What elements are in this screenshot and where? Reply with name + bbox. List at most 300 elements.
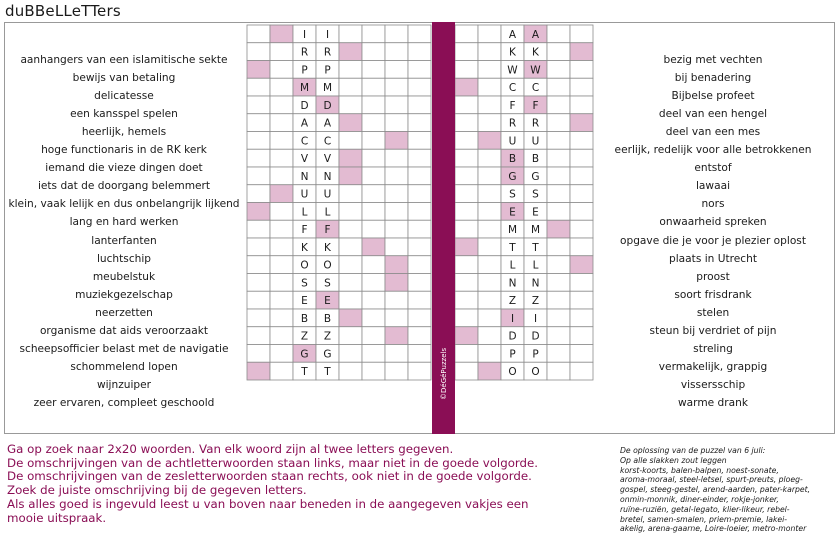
previous-solution — [620, 446, 836, 534]
grid-cell[interactable] — [455, 309, 478, 327]
given-letter: F — [301, 224, 308, 237]
grid-cell[interactable] — [385, 114, 408, 132]
grid-cell[interactable] — [570, 327, 593, 345]
grid-cell[interactable] — [547, 43, 570, 61]
given-letter: M — [507, 224, 518, 237]
grid-cell[interactable] — [270, 256, 293, 274]
grid-cell[interactable] — [247, 238, 270, 256]
grid-cell[interactable] — [270, 203, 293, 221]
grid-cell[interactable] — [362, 149, 385, 167]
grid-cell[interactable] — [362, 78, 385, 96]
given-letter: W — [530, 64, 541, 77]
grid-cell[interactable] — [362, 274, 385, 292]
grid-cell[interactable] — [455, 25, 478, 43]
grid-cell[interactable] — [455, 203, 478, 221]
given-letter: I — [302, 28, 307, 41]
grid-cell[interactable] — [547, 132, 570, 150]
grid-cell[interactable] — [339, 256, 362, 274]
grid-cells — [247, 25, 593, 380]
grid-cell[interactable] — [385, 167, 408, 185]
grid-cell[interactable] — [362, 309, 385, 327]
grid-cell[interactable] — [247, 345, 270, 363]
shaded-cell[interactable] — [570, 114, 593, 132]
given-letter: N — [323, 170, 332, 183]
grid-cell[interactable] — [339, 238, 362, 256]
grid-cell[interactable] — [408, 43, 431, 61]
right-clue: bij benadering — [674, 72, 752, 85]
grid-cell[interactable] — [547, 274, 570, 292]
grid-cell[interactable] — [570, 167, 593, 185]
right-clue: deel van een mes — [665, 126, 761, 139]
right-clue: opgave die je voor je plezier oplost — [620, 234, 806, 247]
grid-cell[interactable] — [570, 78, 593, 96]
shaded-cell[interactable] — [385, 327, 408, 345]
grid-cell[interactable] — [247, 220, 270, 238]
grid-cell[interactable] — [247, 256, 270, 274]
grid-cell[interactable] — [547, 25, 570, 43]
grid-cell[interactable] — [362, 362, 385, 380]
right-clue: warme drank — [678, 396, 748, 409]
given-letter: B — [508, 153, 517, 166]
shaded-cell[interactable] — [385, 274, 408, 292]
grid-cell[interactable] — [385, 61, 408, 79]
grid-cell[interactable] — [339, 291, 362, 309]
shaded-cell[interactable] — [455, 78, 478, 96]
given-letter: C — [300, 135, 309, 148]
shaded-cell[interactable] — [270, 25, 293, 43]
grid-cell[interactable] — [385, 291, 408, 309]
shaded-cell[interactable] — [570, 43, 593, 61]
shaded-cell[interactable] — [385, 132, 408, 150]
instruction-line: Zoek de juiste omschrijving bij de gegeven letters. — [7, 483, 307, 498]
grid-cell[interactable] — [478, 167, 501, 185]
given-letter: F — [324, 224, 331, 237]
grid-cell[interactable] — [385, 96, 408, 114]
grid-cell[interactable] — [385, 362, 408, 380]
given-letter: A — [300, 117, 309, 130]
grid-cell[interactable] — [247, 274, 270, 292]
given-letter: E — [509, 206, 516, 219]
grid-cell[interactable] — [247, 167, 270, 185]
grid-cell[interactable] — [385, 309, 408, 327]
grid-cell[interactable] — [455, 274, 478, 292]
grid-cell[interactable] — [455, 185, 478, 203]
grid-cell[interactable] — [547, 291, 570, 309]
grid-cell[interactable] — [455, 256, 478, 274]
given-letter: L — [301, 206, 308, 219]
grid-cell[interactable] — [478, 61, 501, 79]
grid-cell[interactable] — [408, 238, 431, 256]
given-letter: W — [507, 64, 518, 77]
given-letter: R — [300, 46, 309, 59]
shaded-cell[interactable] — [478, 362, 501, 380]
given-letter: L — [324, 206, 331, 219]
grid-cell[interactable] — [247, 149, 270, 167]
given-letter: G — [323, 348, 332, 361]
grid-cell[interactable] — [408, 61, 431, 79]
grid-cell[interactable] — [385, 149, 408, 167]
grid-cell[interactable] — [362, 256, 385, 274]
given-letter: A — [508, 28, 517, 41]
given-letter: O — [531, 366, 540, 379]
grid-cell[interactable] — [570, 149, 593, 167]
grid-cell[interactable] — [339, 78, 362, 96]
left-clue: bewijs van betaling — [72, 72, 176, 85]
grid-cell[interactable] — [547, 78, 570, 96]
grid-cell[interactable] — [547, 167, 570, 185]
shaded-cell[interactable] — [455, 327, 478, 345]
grid-cell[interactable] — [547, 96, 570, 114]
left-clue: iets dat de doorgang belemmert — [37, 180, 211, 193]
right-clue: stelen — [696, 306, 730, 319]
grid-cell[interactable] — [455, 96, 478, 114]
given-letter: Z — [300, 330, 309, 343]
given-letter: G — [508, 170, 517, 183]
given-letter: G — [531, 170, 540, 183]
grid-cell[interactable] — [478, 149, 501, 167]
grid-cell[interactable] — [570, 203, 593, 221]
grid-cell[interactable] — [478, 25, 501, 43]
shaded-cell[interactable] — [547, 220, 570, 238]
grid-cell[interactable] — [270, 220, 293, 238]
grid-cell[interactable] — [408, 78, 431, 96]
grid-cell[interactable] — [362, 61, 385, 79]
grid-cell[interactable] — [478, 78, 501, 96]
grid-cell[interactable] — [455, 43, 478, 61]
shaded-cell[interactable] — [362, 238, 385, 256]
grid-cell[interactable] — [570, 345, 593, 363]
given-letter: Z — [531, 295, 540, 308]
grid-cell[interactable] — [362, 185, 385, 203]
grid-cell[interactable] — [408, 362, 431, 380]
given-letter: M — [299, 82, 310, 95]
given-letter: I — [325, 28, 330, 41]
given-letter: R — [531, 117, 540, 130]
grid-cell[interactable] — [547, 149, 570, 167]
grid-cell[interactable] — [455, 220, 478, 238]
grid-cell[interactable] — [478, 114, 501, 132]
grid-cell[interactable] — [408, 345, 431, 363]
right-clue: nors — [701, 198, 725, 211]
shaded-cell[interactable] — [339, 114, 362, 132]
grid-cell[interactable] — [408, 96, 431, 114]
grid-cell[interactable] — [455, 114, 478, 132]
given-letter: D — [508, 330, 517, 343]
grid-cell[interactable] — [455, 345, 478, 363]
solution-line: gospel, steeg-gestel, arend-aarden, pater-karpet, — [620, 485, 811, 495]
grid-cell[interactable] — [408, 256, 431, 274]
credit-text: ©DéGéPuzzels — [440, 347, 448, 400]
grid-cell[interactable] — [247, 291, 270, 309]
given-letter: L — [532, 259, 539, 272]
grid-cell[interactable] — [270, 149, 293, 167]
grid-cell[interactable] — [478, 274, 501, 292]
grid-cell[interactable] — [270, 78, 293, 96]
right-clue: lawaai — [695, 180, 731, 193]
grid-cell[interactable] — [570, 309, 593, 327]
grid-cell[interactable] — [570, 362, 593, 380]
grid-cell[interactable] — [547, 61, 570, 79]
grid-cell[interactable] — [478, 203, 501, 221]
grid-cell[interactable] — [547, 238, 570, 256]
grid-cell[interactable] — [455, 132, 478, 150]
given-letter: U — [531, 135, 540, 148]
given-letter: B — [300, 312, 309, 325]
left-clue: luchtschip — [96, 252, 152, 265]
given-letter: B — [323, 312, 332, 325]
grid-cell[interactable] — [547, 185, 570, 203]
grid-cell[interactable] — [362, 345, 385, 363]
grid-cell[interactable] — [247, 114, 270, 132]
given-letter: N — [508, 277, 517, 290]
grid-cell[interactable] — [408, 167, 431, 185]
left-clue: een kansspel spelen — [70, 108, 178, 121]
solution-line: korst-koorts, balen-balpen, noest-sonate, — [620, 465, 779, 475]
instruction-line: Als alles goed is ingevuld leest u van boven naar beneden in de aangegeven vakjes een — [7, 496, 529, 511]
grid-cell[interactable] — [339, 345, 362, 363]
grid-cell[interactable] — [455, 167, 478, 185]
shaded-cell[interactable] — [339, 309, 362, 327]
given-letter: E — [532, 206, 539, 219]
grid-cell[interactable] — [570, 185, 593, 203]
grid-cell[interactable] — [455, 61, 478, 79]
grid-cell[interactable] — [362, 132, 385, 150]
grid-cell[interactable] — [455, 149, 478, 167]
given-letter: P — [532, 348, 539, 361]
shaded-cell[interactable] — [247, 203, 270, 221]
grid-cell[interactable] — [455, 362, 478, 380]
grid-cell[interactable] — [270, 345, 293, 363]
given-letter: T — [509, 241, 516, 254]
given-letter: T — [324, 366, 331, 379]
grid-cell[interactable] — [362, 167, 385, 185]
grid-cell[interactable] — [478, 220, 501, 238]
grid-cell[interactable] — [570, 238, 593, 256]
given-letter: Z — [508, 295, 517, 308]
left-clue: iemand die vieze dingen doet — [45, 162, 203, 175]
grid-cell[interactable] — [362, 43, 385, 61]
grid-cell[interactable] — [270, 167, 293, 185]
grid-cell[interactable] — [408, 274, 431, 292]
grid-cell[interactable] — [247, 327, 270, 345]
grid-cell[interactable] — [339, 274, 362, 292]
grid-cell[interactable] — [247, 309, 270, 327]
grid-cell[interactable] — [385, 43, 408, 61]
given-letter: A — [323, 117, 332, 130]
solution-line: ruïne-ruziën, getal-legato, klier-likeur, rebel- — [620, 504, 790, 514]
grid-cell[interactable] — [339, 132, 362, 150]
grid-cell[interactable] — [339, 220, 362, 238]
given-letter: B — [531, 153, 540, 166]
right-clue: plaats in Utrecht — [669, 252, 757, 265]
given-letter: Z — [323, 330, 332, 343]
grid-cell[interactable] — [547, 256, 570, 274]
grid-cell[interactable] — [247, 132, 270, 150]
grid-cell[interactable] — [547, 327, 570, 345]
grid-cell[interactable] — [270, 327, 293, 345]
instruction-line: De omschrijvingen van de achtletterwoorden staan links, maar niet in de goede volgorde. — [7, 455, 539, 470]
grid-cell[interactable] — [570, 274, 593, 292]
grid-cell[interactable] — [362, 291, 385, 309]
given-letter: T — [301, 366, 308, 379]
grid-cell[interactable] — [547, 309, 570, 327]
grid-cell[interactable] — [385, 78, 408, 96]
grid-cell[interactable] — [362, 220, 385, 238]
given-letter: P — [324, 64, 331, 77]
grid-cell[interactable] — [455, 291, 478, 309]
shaded-cell[interactable] — [478, 132, 501, 150]
given-letter: U — [323, 188, 332, 201]
right-clue: bezig met vechten — [663, 54, 763, 66]
grid-cell[interactable] — [339, 327, 362, 345]
grid-cell[interactable] — [478, 256, 501, 274]
grid-cell[interactable] — [247, 78, 270, 96]
grid-cell[interactable] — [478, 291, 501, 309]
left-clue: lang en hard werken — [69, 216, 179, 229]
grid-cell[interactable] — [362, 96, 385, 114]
grid-cell[interactable] — [362, 203, 385, 221]
grid-cell[interactable] — [339, 25, 362, 43]
given-letter: I — [510, 312, 515, 325]
grid-cell[interactable] — [547, 114, 570, 132]
given-letter: K — [324, 241, 331, 254]
given-letter: S — [509, 188, 516, 201]
grid-cell[interactable] — [408, 25, 431, 43]
grid-cell[interactable] — [339, 203, 362, 221]
grid-cell[interactable] — [247, 25, 270, 43]
grid-cell[interactable] — [385, 220, 408, 238]
grid-cell[interactable] — [270, 114, 293, 132]
shaded-cell[interactable] — [385, 256, 408, 274]
right-clue: vissersschip — [680, 378, 746, 391]
given-letter: K — [532, 46, 539, 59]
grid-cell[interactable] — [385, 345, 408, 363]
grid-cell[interactable] — [408, 203, 431, 221]
right-clue: onwaarheid spreken — [659, 216, 767, 229]
grid-cell[interactable] — [408, 291, 431, 309]
grid-cell[interactable] — [570, 132, 593, 150]
shaded-cell[interactable] — [247, 61, 270, 79]
grid-cell[interactable] — [339, 61, 362, 79]
grid-cell[interactable] — [478, 43, 501, 61]
grid-cell[interactable] — [478, 185, 501, 203]
grid-cell[interactable] — [408, 149, 431, 167]
shaded-cell[interactable] — [247, 362, 270, 380]
grid-cell[interactable] — [478, 327, 501, 345]
grid-cell[interactable] — [570, 220, 593, 238]
shaded-cell[interactable] — [270, 185, 293, 203]
grid-cell[interactable] — [339, 362, 362, 380]
right-clue: eerlijk, redelijk voor alle betrokkenen — [614, 144, 812, 157]
given-letter: M — [322, 82, 333, 95]
given-letter: C — [531, 82, 540, 95]
grid-cell[interactable] — [270, 96, 293, 114]
grid-cell[interactable] — [547, 362, 570, 380]
solution-line: bretel, samen-smalen, priem-premie, lakei- — [620, 514, 788, 524]
grid-cell[interactable] — [570, 96, 593, 114]
grid-cell[interactable] — [408, 114, 431, 132]
right-clue: streling — [693, 342, 733, 355]
given-letter: K — [301, 241, 308, 254]
left-clue: klein, vaak lelijk en dus onbelangrijk lijkend — [8, 198, 240, 211]
grid-cell[interactable] — [385, 238, 408, 256]
grid-cell[interactable] — [339, 96, 362, 114]
right-clue: deel van een hengel — [658, 108, 768, 121]
right-clue: Bijbelse profeet — [671, 90, 755, 103]
grid-cell[interactable] — [270, 291, 293, 309]
left-clue: hoge functionaris in de RK kerk — [41, 144, 207, 157]
shaded-cell[interactable] — [570, 256, 593, 274]
shaded-cell[interactable] — [339, 149, 362, 167]
instruction-line: De omschrijvingen van de zesletterwoorden staan rechts, ook niet in de goede volgorde. — [7, 469, 532, 484]
left-clue: aanhangers van een islamitische sekte — [20, 54, 228, 66]
grid-cell[interactable] — [408, 220, 431, 238]
grid-cell[interactable] — [362, 25, 385, 43]
grid-cell[interactable] — [385, 185, 408, 203]
solution-line: De oplossing van de puzzel van 6 juli: — [620, 446, 766, 455]
grid-cell[interactable] — [408, 309, 431, 327]
grid-cell[interactable] — [385, 25, 408, 43]
grid-cell[interactable] — [270, 132, 293, 150]
grid-cell[interactable] — [362, 327, 385, 345]
left-clue: delicatesse — [94, 90, 154, 103]
given-letter: O — [323, 259, 332, 272]
left-clue: meubelstuk — [92, 270, 156, 283]
given-letter: S — [532, 188, 539, 201]
given-letter: V — [300, 153, 309, 166]
grid-cell[interactable] — [339, 185, 362, 203]
grid-cell[interactable] — [385, 203, 408, 221]
grid-cell[interactable] — [478, 96, 501, 114]
grid-cell[interactable] — [270, 238, 293, 256]
grid-cell[interactable] — [247, 96, 270, 114]
given-letter: K — [509, 46, 516, 59]
grid-cell[interactable] — [362, 114, 385, 132]
shaded-cell[interactable] — [339, 167, 362, 185]
solution-line: onmin-monnik, diner-einder, rokje-jonker, — [620, 494, 779, 504]
grid-cell[interactable] — [270, 43, 293, 61]
given-letter: D — [531, 330, 540, 343]
given-letter: R — [508, 117, 517, 130]
shaded-cell[interactable] — [339, 43, 362, 61]
grid-cell[interactable] — [570, 25, 593, 43]
grid-cell[interactable] — [270, 274, 293, 292]
grid-cell[interactable] — [570, 291, 593, 309]
given-letter: T — [532, 241, 539, 254]
left-clue: heerlijk, hemels — [81, 126, 167, 139]
grid-cell[interactable] — [547, 203, 570, 221]
grid-cell[interactable] — [408, 132, 431, 150]
grid-cell[interactable] — [408, 185, 431, 203]
grid-cell[interactable] — [247, 185, 270, 203]
grid-cell[interactable] — [478, 309, 501, 327]
grid-cell[interactable] — [478, 238, 501, 256]
grid-cell[interactable] — [270, 309, 293, 327]
grid-cell[interactable] — [408, 327, 431, 345]
instruction-line: Ga op zoek naar 2x20 woorden. Van elk woord zijn al twee letters gegeven. — [7, 442, 454, 456]
grid-cell[interactable] — [478, 345, 501, 363]
grid-cell[interactable] — [247, 43, 270, 61]
shaded-cell[interactable] — [455, 238, 478, 256]
given-letter: N — [531, 277, 540, 290]
left-clue: zeer ervaren, compleet geschoold — [33, 396, 215, 409]
grid-cell[interactable] — [270, 61, 293, 79]
grid-cell[interactable] — [570, 61, 593, 79]
given-letter: C — [508, 82, 517, 95]
grid-cell[interactable] — [270, 362, 293, 380]
given-letter: O — [508, 366, 517, 379]
grid-cell[interactable] — [547, 345, 570, 363]
